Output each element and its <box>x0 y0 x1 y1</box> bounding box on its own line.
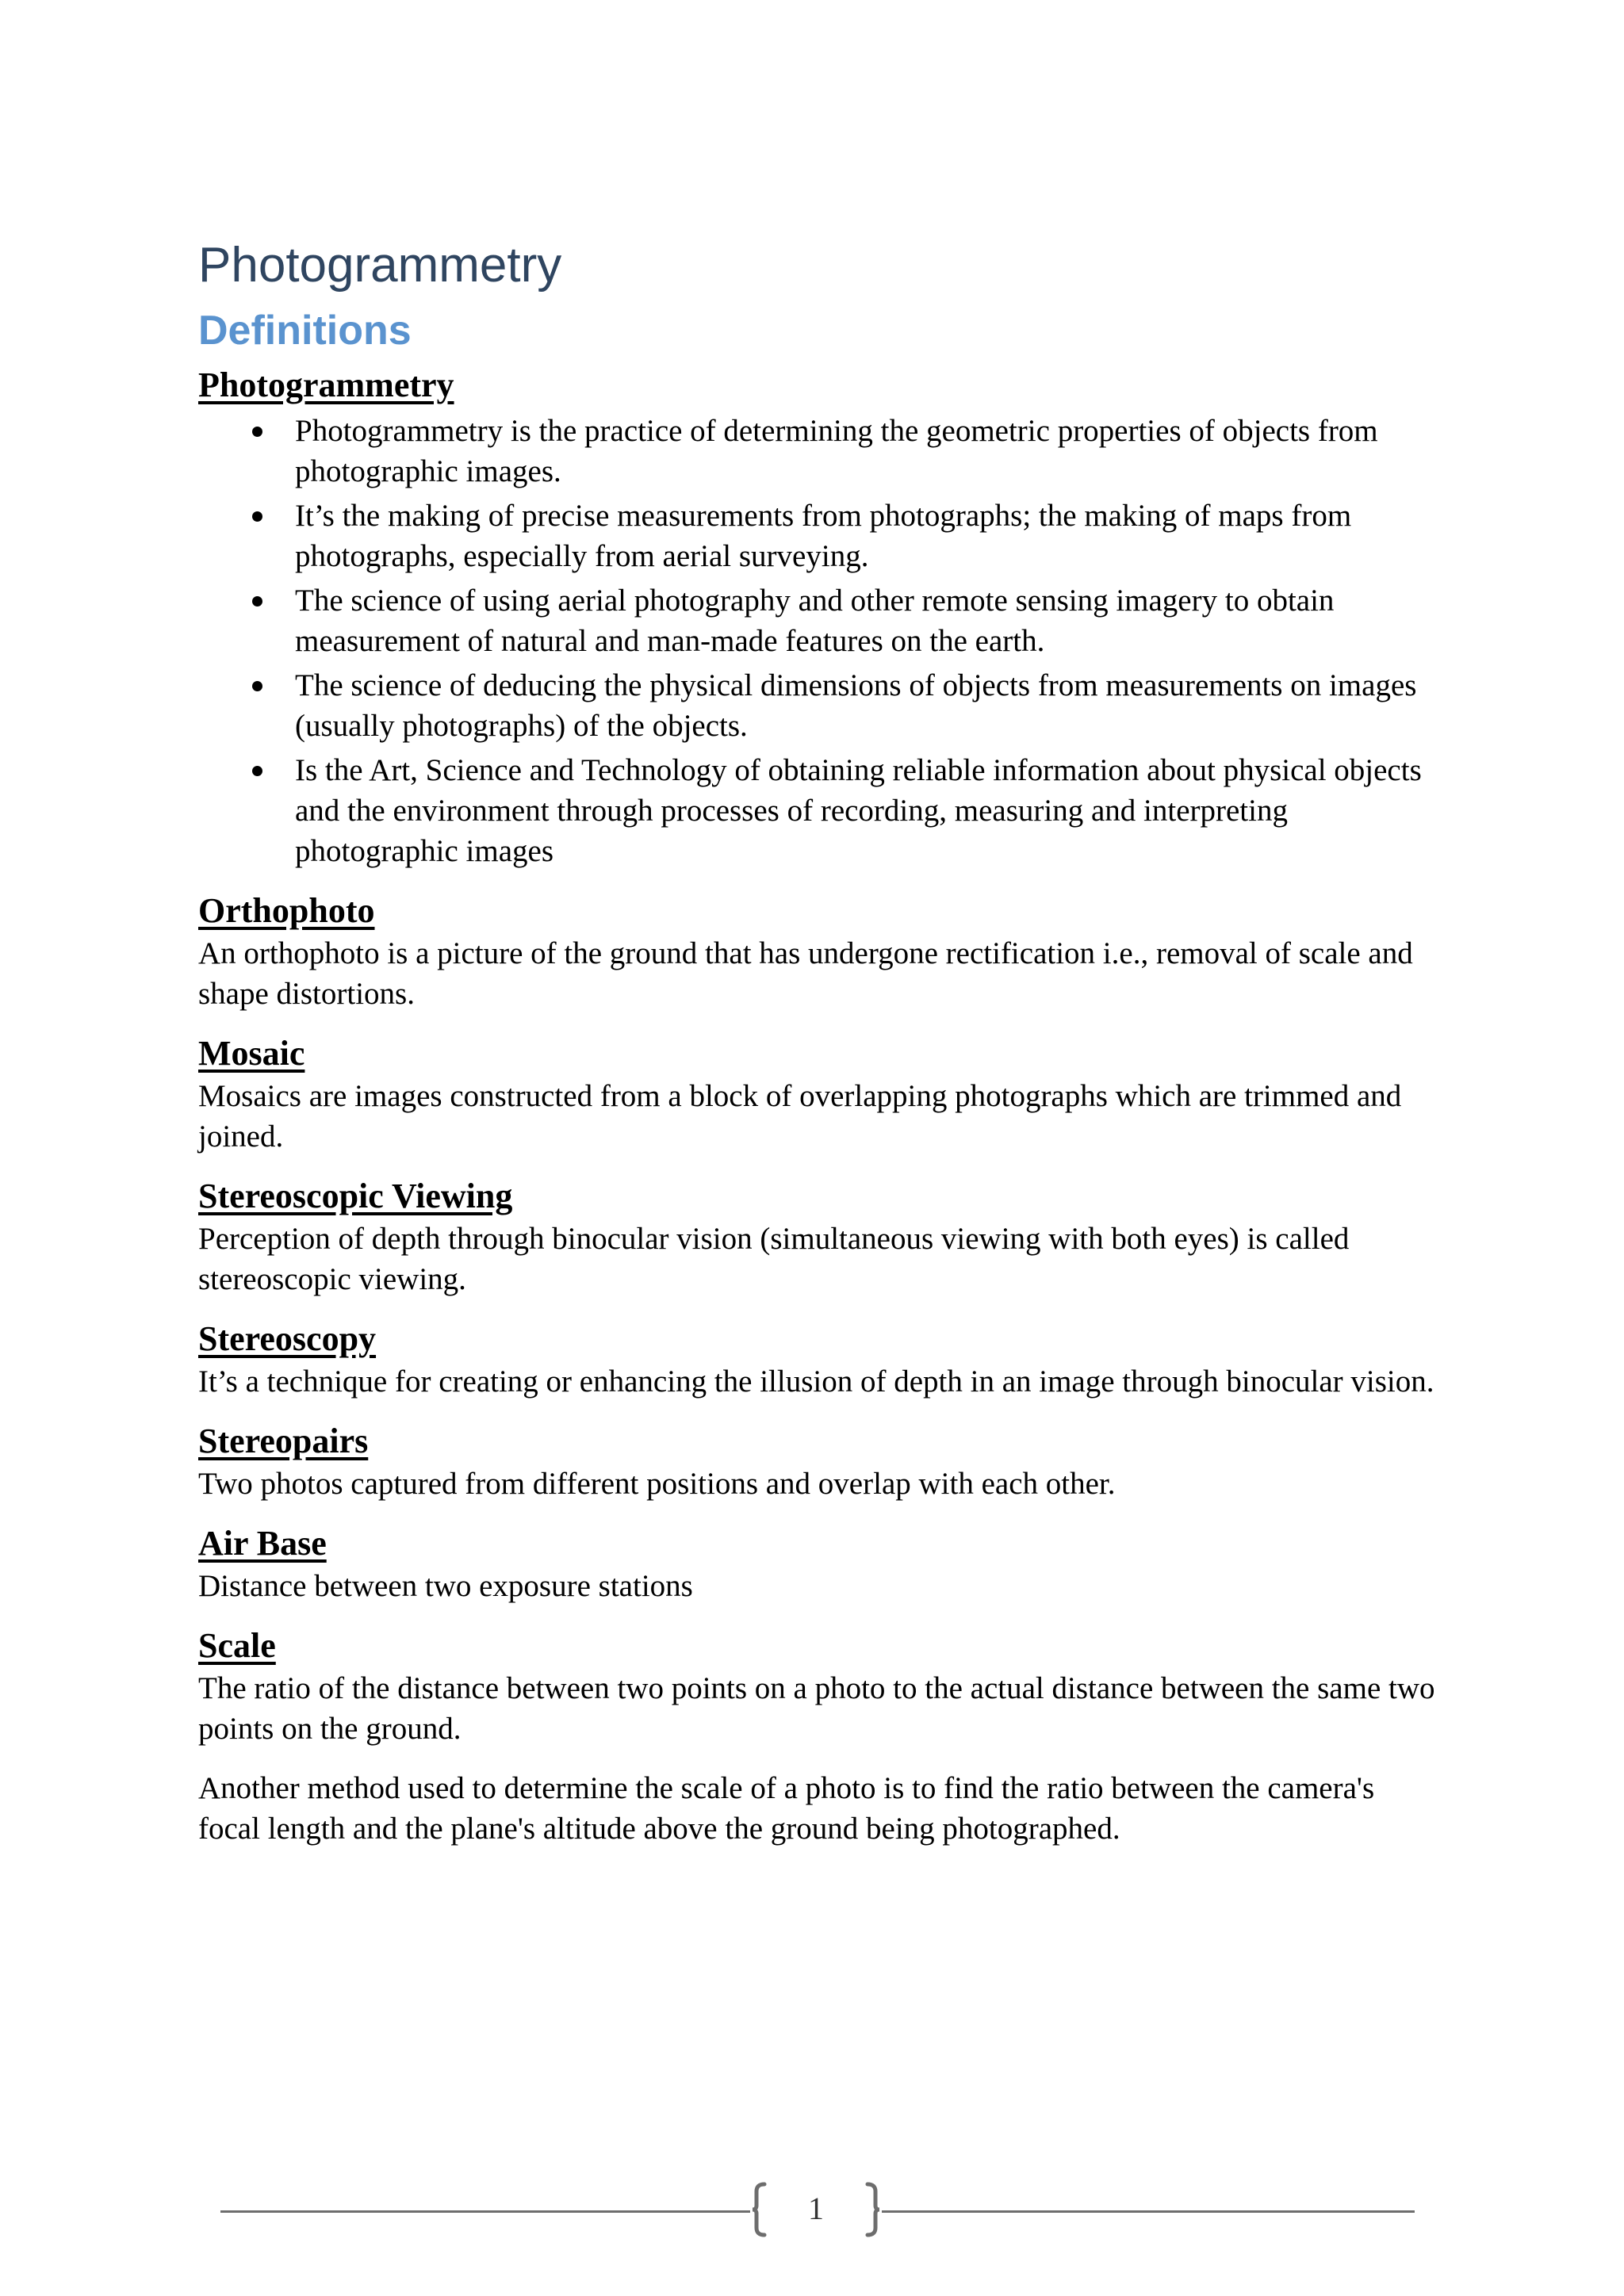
page-footer <box>220 2180 1415 2244</box>
footer-rule-left <box>220 2210 750 2213</box>
bullet-item: Is the Art, Science and Technology of obtaining reliable information about physical objects and the environment through processes of recording, measuring and interpreting photographic images <box>295 750 1443 871</box>
document-page <box>198 232 1443 1849</box>
term-heading: Photogrammetry <box>198 365 454 404</box>
term-heading: Mosaic <box>198 1034 305 1073</box>
document-title: Photogrammetry <box>198 238 562 293</box>
definition-photogrammetry <box>198 363 1443 871</box>
term-heading: Stereoscopy <box>198 1319 377 1358</box>
definition-text: Another method used to determine the scale of a photo is to find the ratio between the camera's focal length and the plane's altitude above the ground being photographed. <box>198 1771 1375 1846</box>
bullet-item: The science of deducing the physical dimensions of objects from measurements on images (usually photographs) of the objects. <box>295 665 1443 746</box>
definition-text: The ratio of the distance between two points on a photo to the actual distance between the same two points on the ground. <box>198 1671 1435 1746</box>
footer-bracket-left-icon <box>750 2182 768 2237</box>
bullet-item: It’s the making of precise measurements from photographs; the making of maps from photographs, especially from aerial surveying. <box>295 496 1443 576</box>
term-heading: Scale <box>198 1626 276 1665</box>
definition-text: An orthophoto is a picture of the ground that has undergone rectification i.e., removal of scale and shape distortions. <box>198 936 1413 1011</box>
term-heading: Stereopairs <box>198 1422 369 1460</box>
term-heading: Stereoscopic Viewing <box>198 1177 513 1215</box>
footer-bracket-right-icon <box>864 2182 882 2237</box>
definition-air-base <box>198 1521 1443 1606</box>
definition-text: Two photos captured from different positions and overlap with each other. <box>198 1467 1116 1501</box>
definition-stereopairs <box>198 1419 1443 1504</box>
definition-text: Distance between two exposure stations <box>198 1569 693 1603</box>
definition-stereoscopic-viewing <box>198 1174 1443 1299</box>
definition-orthophoto <box>198 889 1443 1014</box>
definition-text: It’s a technique for creating or enhancing the illusion of depth in an image through binocular vision. <box>198 1364 1434 1399</box>
definition-mosaic <box>198 1031 1443 1157</box>
footer-rule-right <box>882 2210 1415 2213</box>
definition-text: Mosaics are images constructed from a block of overlapping photographs which are trimmed and joined. <box>198 1079 1402 1154</box>
definition-stereoscopy <box>198 1317 1443 1402</box>
bullet-item: The science of using aerial photography and other remote sensing imagery to obtain measurement of natural and man-made features on the earth. <box>295 580 1443 661</box>
page-number: 1 <box>808 2191 824 2226</box>
term-heading: Orthophoto <box>198 891 375 930</box>
definition-text: Perception of depth through binocular vision (simultaneous viewing with both eyes) is called stereoscopic viewing. <box>198 1222 1350 1296</box>
definition-scale <box>198 1624 1443 1849</box>
bullet-item: Photogrammetry is the practice of determining the geometric properties of objects from photographic images. <box>295 411 1443 492</box>
definition-bullet-list <box>198 411 1443 871</box>
section-title-definitions: Definitions <box>198 308 412 354</box>
term-heading: Air Base <box>198 1524 327 1563</box>
